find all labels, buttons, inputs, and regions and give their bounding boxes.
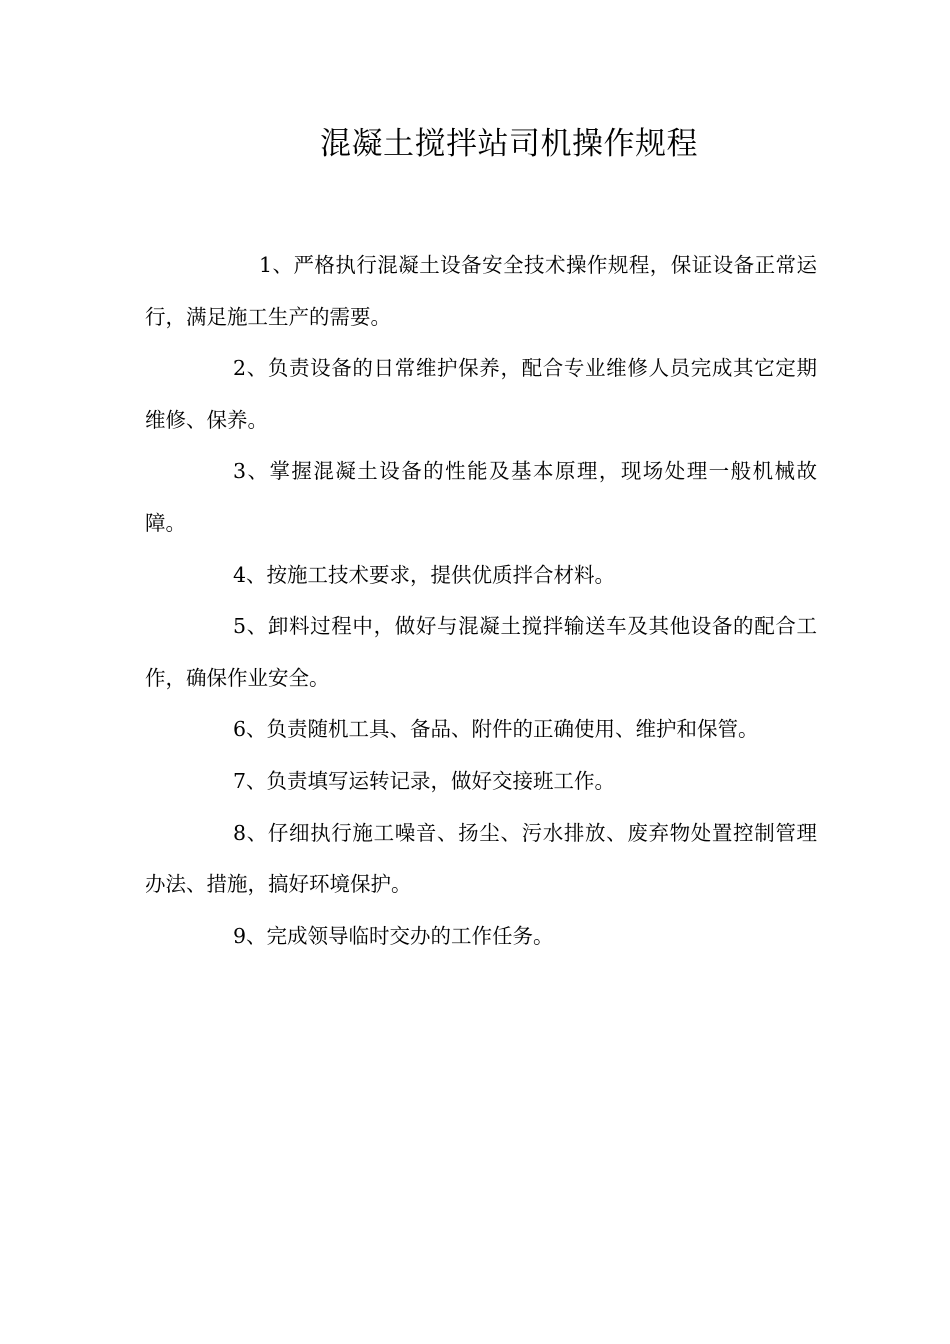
list-item: 8、仔细执行施工噪音、扬尘、污水排放、废弃物处置控制管理办法、措施，搞好环境保护。 [145, 820, 817, 897]
document-body [145, 240, 817, 962]
list-item: 7、负责填写运转记录，做好交接班工作。 [233, 768, 616, 793]
list-item: 6、负责随机工具、备品、附件的正确使用、维护和保管。 [233, 717, 759, 742]
document-title: 混凝土搅拌站司机操作规程 [320, 126, 698, 162]
list-item: 4、按施工技术要求，提供优质拌合材料。 [233, 562, 616, 587]
list-item: 3、掌握混凝土设备的性能及基本原理，现场处理一般机械故障。 [145, 459, 817, 535]
list-item: 2、负责设备的日常维护保养，配合专业维修人员完成其它定期维修、保养。 [145, 356, 817, 432]
list-item: 1、严格执行混凝土设备安全技术操作规程，保证设备正常运行，满足施工生产的需要。 [145, 253, 817, 329]
list-item: 9、完成领导临时交办的工作任务。 [233, 923, 554, 948]
list-item: 5、卸料过程中，做好与混凝土搅拌输送车及其他设备的配合工作，确保作业安全。 [145, 614, 817, 690]
